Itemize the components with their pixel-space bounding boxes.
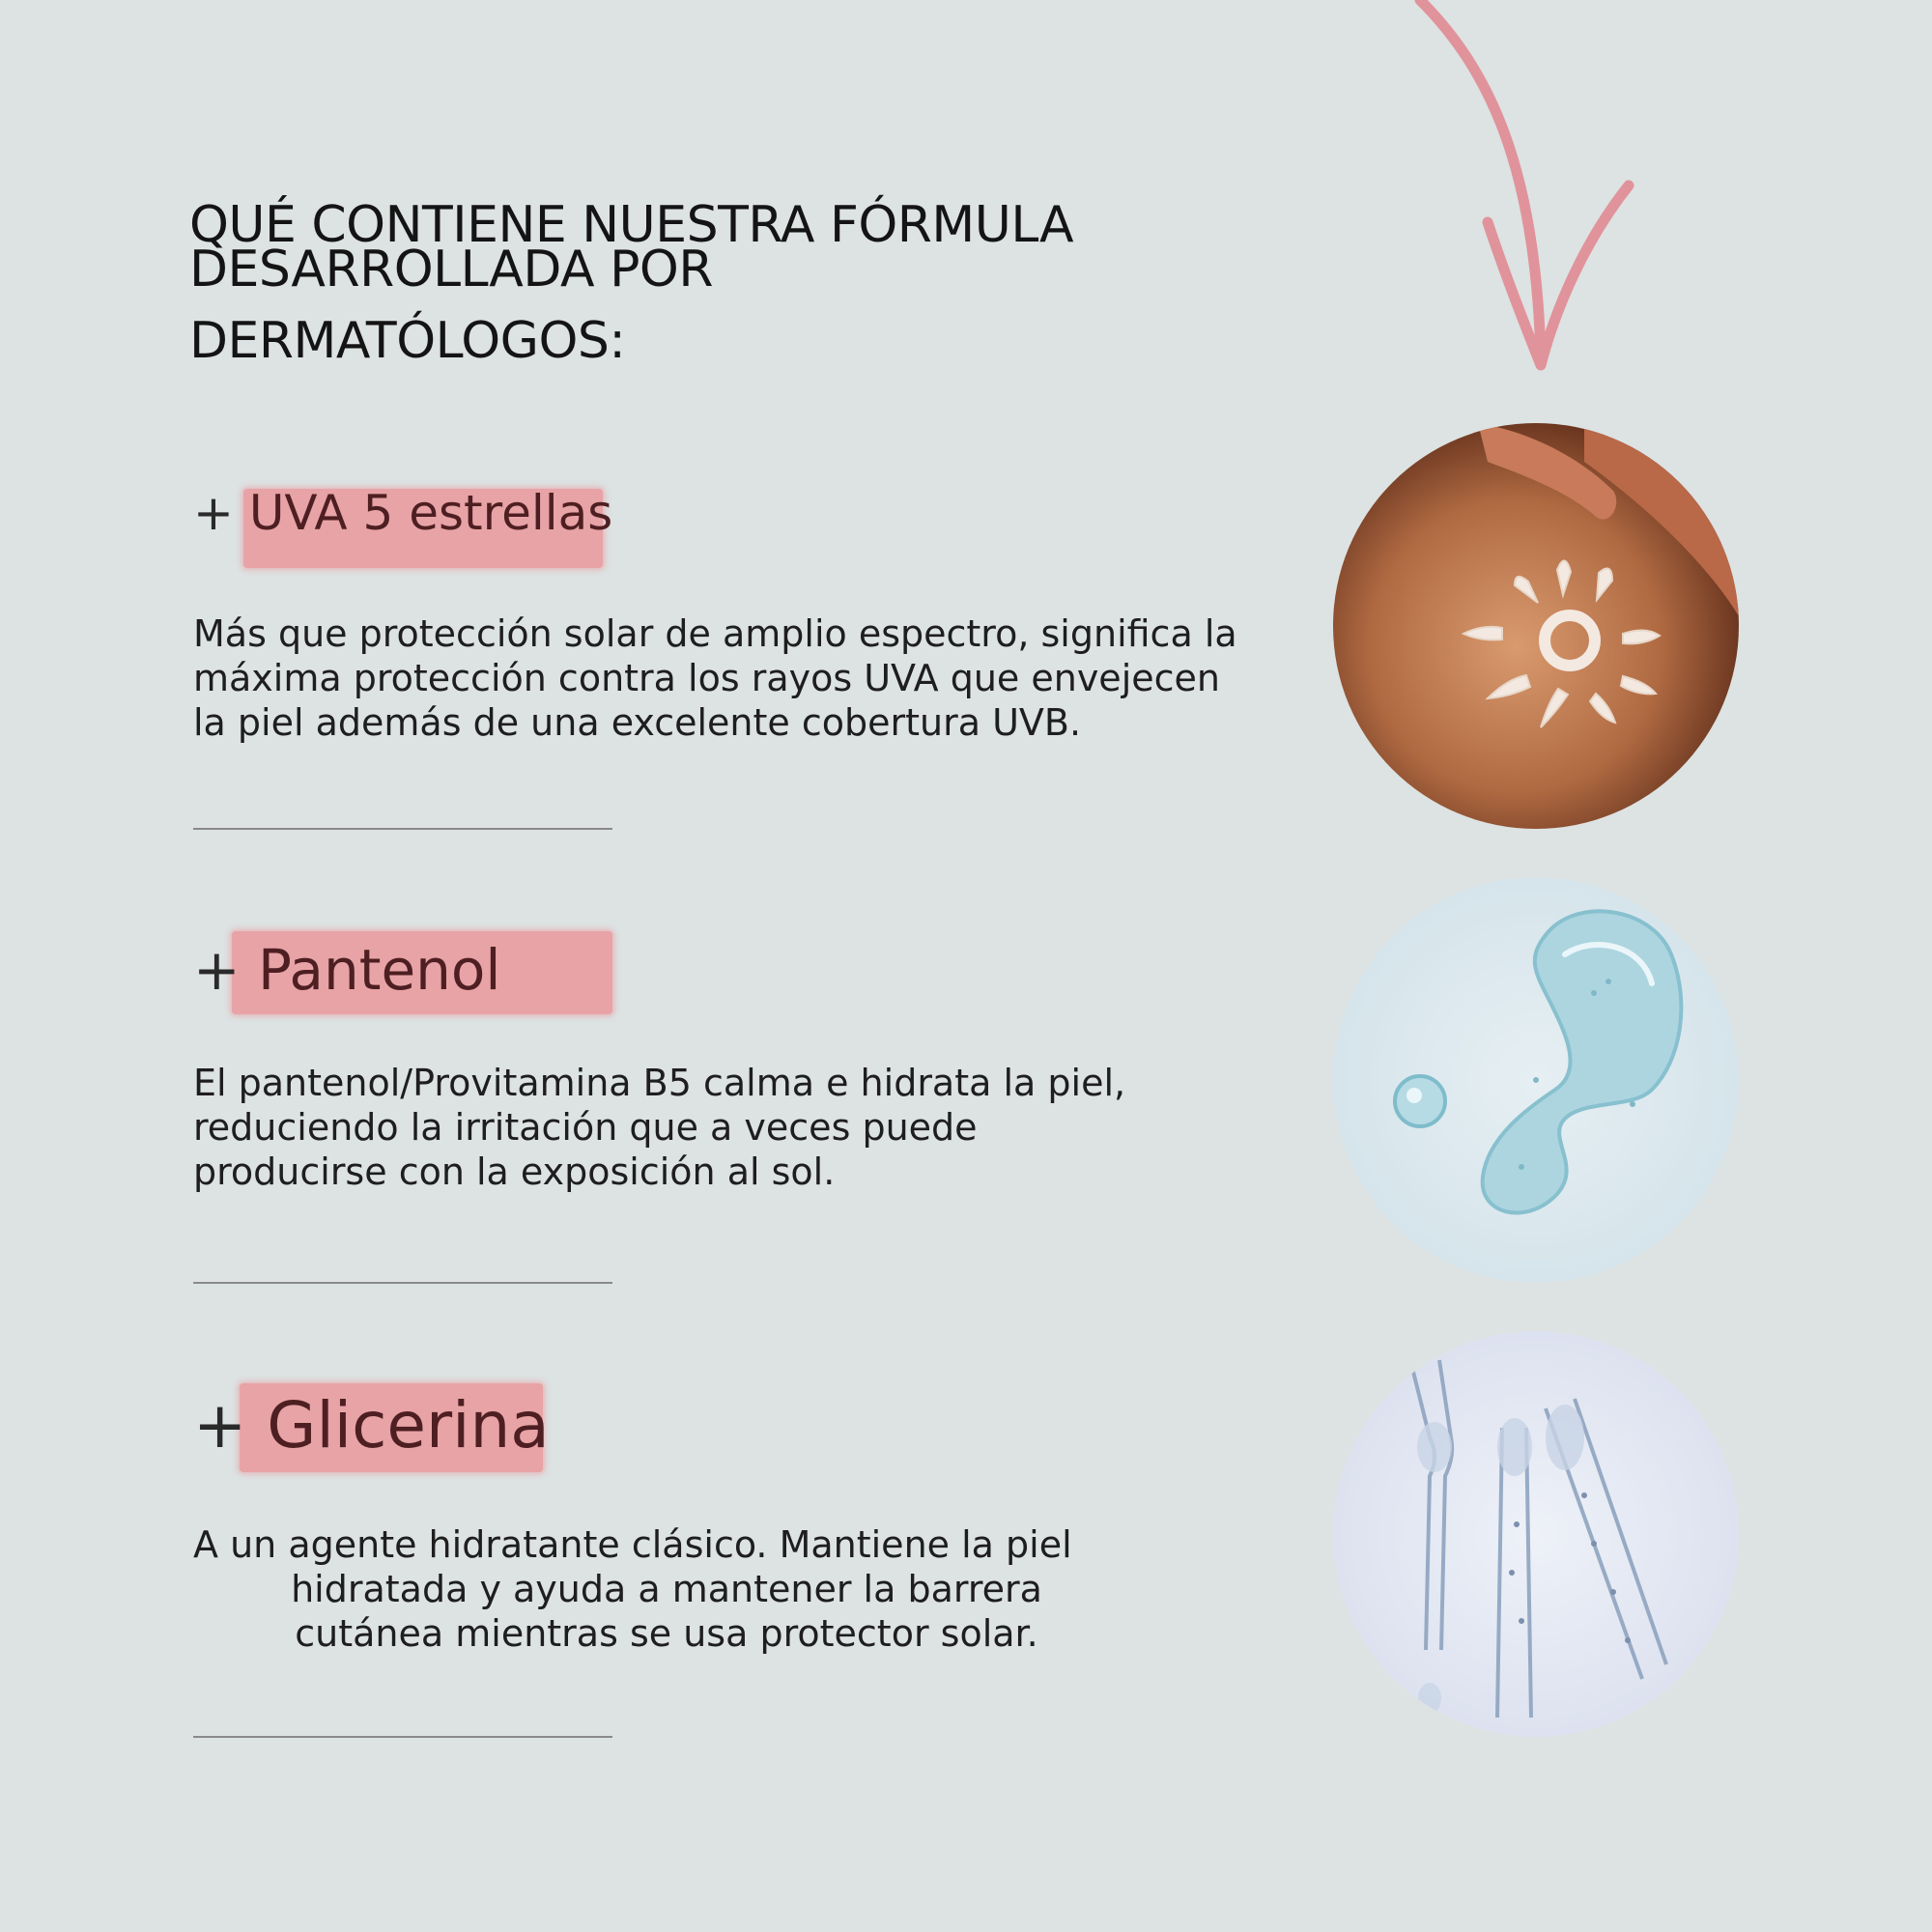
description-line: Más que protección solar de amplio espectro, significa la	[193, 612, 1237, 655]
section-heading-uva	[193, 485, 612, 541]
page-title-line-2: DESARROLLADA POR	[189, 241, 713, 298]
section-divider	[193, 1736, 612, 1738]
plus-icon: +	[193, 937, 241, 1003]
description-line: El pantenol/Provitamina B5 calma e hidrata la piel,	[193, 1062, 1126, 1104]
description-line: producirse con la exposición al sol.	[193, 1151, 836, 1193]
section-heading-glicerina	[193, 1388, 550, 1463]
description-line: hidratada y ayuda a mantener la barrera	[291, 1568, 1042, 1610]
plus-icon: +	[193, 1388, 247, 1463]
section-description-pantenol	[193, 1061, 1125, 1194]
section-description-uva	[193, 611, 1237, 745]
description-line: la piel además de una excelente cobertura UVB.	[193, 701, 1082, 744]
page-title-line-3: DERMATÓLOGOS:	[189, 312, 626, 370]
glass-droppers-photo	[1333, 1331, 1739, 1737]
section-heading-label: Glicerina	[267, 1388, 550, 1463]
section-heading-label: UVA 5 estrellas	[248, 485, 613, 541]
description-line: reduciendo la irritación que a veces puede	[193, 1106, 978, 1149]
page-title-line-1: QUÉ CONTIENE NUESTRA FÓRMULA	[189, 196, 1074, 254]
gel-drops-photo	[1333, 877, 1739, 1283]
section-description-glicerina	[193, 1522, 1140, 1656]
plus-icon: +	[193, 485, 234, 541]
section-divider	[193, 828, 612, 830]
section-heading-pantenol	[193, 937, 501, 1003]
section-heading-label: Pantenol	[258, 937, 501, 1003]
section-divider	[193, 1282, 612, 1284]
description-line: máxima protección contra los rayos UVA que envejecen	[193, 657, 1220, 699]
curved-arrow-down-icon	[1391, 0, 1642, 377]
description-line: cutánea mientras se usa protector solar.	[295, 1612, 1038, 1655]
description-line: A un agente hidratante clásico. Mantiene la piel	[193, 1523, 1072, 1566]
page-title	[189, 196, 1155, 370]
sunscreen-sun-on-skin-photo	[1333, 423, 1739, 829]
